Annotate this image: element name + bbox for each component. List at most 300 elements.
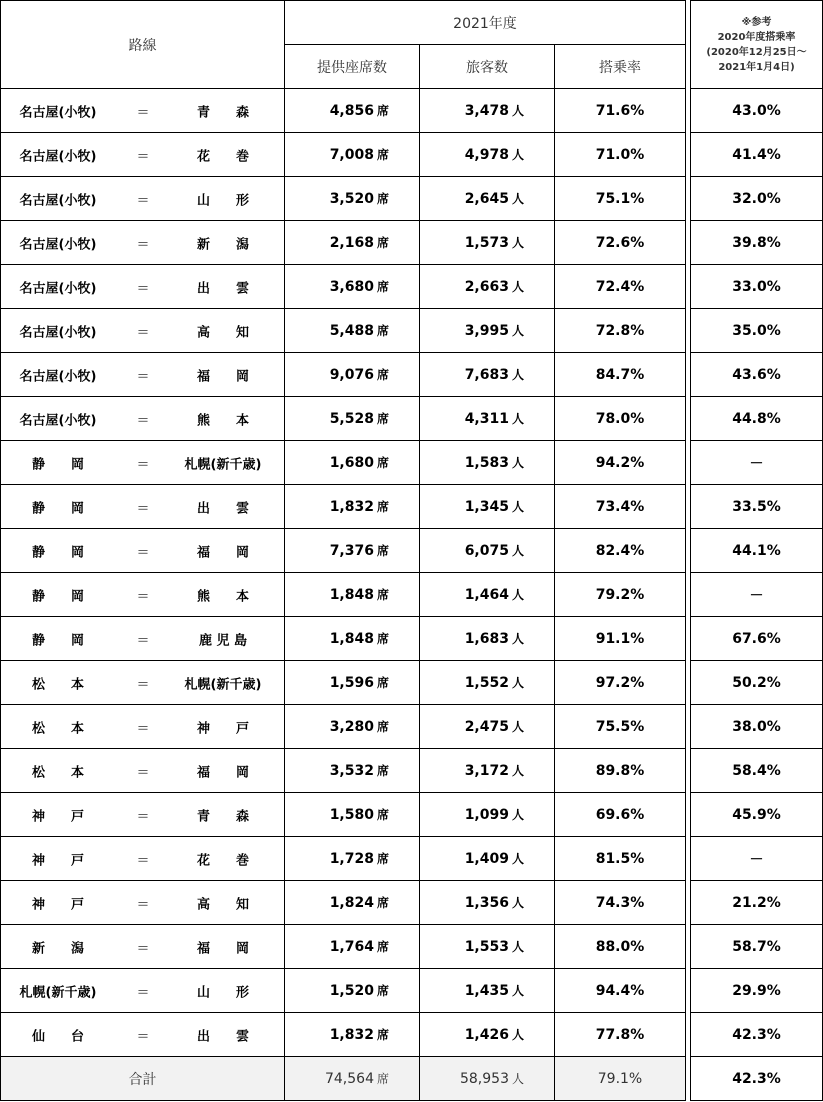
- reference-total-row: [691, 1057, 823, 1101]
- reference-rate-cell: －: [691, 441, 823, 485]
- reference-rate-cell: －: [691, 837, 823, 881]
- reference-period-start: (2020年12月25日～: [706, 46, 807, 58]
- seats-value: 1,596: [329, 675, 374, 691]
- rate-cell: 88.0%: [555, 925, 686, 969]
- rate-cell: 72.8%: [555, 309, 686, 353]
- rate-cell: 75.1%: [555, 177, 686, 221]
- rate-cell: 77.8%: [555, 1013, 686, 1057]
- reference-title: 2020年度搭乗率: [717, 31, 796, 43]
- seats-value: 5,528: [329, 411, 374, 427]
- seat-unit: 席: [376, 280, 389, 294]
- seats-value: 1,832: [329, 499, 374, 515]
- route-cell: [1, 793, 285, 837]
- route-rows: [1, 89, 686, 1101]
- seat-unit: 席: [376, 236, 389, 250]
- route-cell: [1, 133, 285, 177]
- route-cell: [1, 309, 285, 353]
- passengers-value: 7,683: [464, 367, 509, 383]
- seat-unit: 席: [376, 676, 389, 690]
- seat-unit: 席: [376, 324, 389, 338]
- origin-airport: 仙 台: [31, 1029, 84, 1044]
- rate-cell: 75.5%: [555, 705, 686, 749]
- destination-airport: 福 岡: [196, 765, 249, 780]
- reference-rate-cell: 33.0%: [691, 265, 823, 309]
- seats-cell: [285, 573, 420, 617]
- passengers-cell: [420, 177, 555, 221]
- seats-value: 3,520: [329, 191, 374, 207]
- person-unit: 人: [511, 412, 524, 426]
- seats-cell: [285, 617, 420, 661]
- table-row: [1, 617, 686, 661]
- route-cell: [1, 705, 285, 749]
- reference-row: [691, 397, 823, 441]
- reference-row: [691, 309, 823, 353]
- person-unit: 人: [511, 1028, 524, 1042]
- seats-cell: [285, 837, 420, 881]
- passengers-value: 1,573: [464, 235, 509, 251]
- person-unit: 人: [511, 764, 524, 778]
- origin-airport: 松 本: [31, 677, 84, 692]
- origin-airport: 静 岡: [31, 457, 84, 472]
- seats-cell: [285, 265, 420, 309]
- passengers-value: 1,552: [464, 675, 509, 691]
- route-cell: [1, 441, 285, 485]
- route-separator: ＝: [136, 545, 150, 560]
- reference-row: [691, 441, 823, 485]
- origin-airport: 神 戸: [31, 809, 84, 824]
- seats-value: 1,520: [329, 983, 374, 999]
- table-row: [1, 705, 686, 749]
- route-cell: [1, 89, 285, 133]
- total-row: [1, 1057, 686, 1101]
- seat-unit: 席: [376, 148, 389, 162]
- person-unit: 人: [511, 544, 524, 558]
- table-row: [1, 177, 686, 221]
- seat-unit: 席: [376, 896, 389, 910]
- passengers-value: 1,345: [464, 499, 509, 515]
- origin-airport: 名古屋(小牧): [19, 237, 97, 252]
- reference-row: [691, 837, 823, 881]
- person-unit: 人: [511, 368, 524, 382]
- reference-period-end: 2021年1月4日): [718, 61, 795, 73]
- rate-cell: 91.1%: [555, 617, 686, 661]
- table-row: [1, 441, 686, 485]
- rate-cell: 94.4%: [555, 969, 686, 1013]
- passengers-value: 1,426: [464, 1027, 509, 1043]
- destination-airport: 山 形: [196, 985, 249, 1000]
- person-unit: 人: [511, 720, 524, 734]
- route-separator: ＝: [136, 1029, 150, 1044]
- reference-row: [691, 133, 823, 177]
- seats-cell: [285, 881, 420, 925]
- rate-cell: 71.6%: [555, 89, 686, 133]
- seats-cell: [285, 749, 420, 793]
- route-cell: [1, 749, 285, 793]
- origin-airport: 名古屋(小牧): [19, 413, 97, 428]
- passengers-cell: [420, 705, 555, 749]
- reference-rate-cell: 29.9%: [691, 969, 823, 1013]
- person-unit: 人: [511, 808, 524, 822]
- passengers-value: 1,583: [464, 455, 509, 471]
- seats-cell: [285, 705, 420, 749]
- passengers-value: 1,683: [464, 631, 509, 647]
- route-separator: ＝: [136, 237, 150, 252]
- seat-unit: 席: [376, 544, 389, 558]
- seats-cell: [285, 969, 420, 1013]
- origin-airport: 札幌(新千歳): [19, 985, 97, 1000]
- person-unit: 人: [511, 236, 524, 250]
- route-separator: ＝: [136, 809, 150, 824]
- seats-cell: [285, 89, 420, 133]
- person-unit: 人: [511, 852, 524, 866]
- person-unit: 人: [511, 104, 524, 118]
- passengers-value: 1,099: [464, 807, 509, 823]
- total-rate-cell: 79.1%: [555, 1057, 686, 1101]
- passengers-value: 2,663: [464, 279, 509, 295]
- person-unit: 人: [511, 500, 524, 514]
- destination-airport: 福 岡: [196, 369, 249, 384]
- destination-airport: 山 形: [196, 193, 249, 208]
- rate-cell: 97.2%: [555, 661, 686, 705]
- seats-cell: [285, 221, 420, 265]
- route-separator: ＝: [136, 633, 150, 648]
- seat-unit: 席: [376, 500, 389, 514]
- passengers-value: 1,356: [464, 895, 509, 911]
- rate-cell: 74.3%: [555, 881, 686, 925]
- passengers-cell: [420, 353, 555, 397]
- person-unit: 人: [511, 1072, 524, 1086]
- person-unit: 人: [511, 588, 524, 602]
- passengers-cell: [420, 793, 555, 837]
- route-cell: [1, 397, 285, 441]
- destination-airport: 新 潟: [196, 237, 249, 252]
- route-cell: [1, 1013, 285, 1057]
- person-unit: 人: [511, 632, 524, 646]
- destination-airport: 札幌(新千歳): [184, 457, 262, 472]
- table-row: [1, 793, 686, 837]
- seats-value: 1,824: [329, 895, 374, 911]
- reference-rate-cell: 33.5%: [691, 485, 823, 529]
- seats-value: 9,076: [329, 367, 374, 383]
- destination-airport: 花 巻: [196, 853, 249, 868]
- route-cell: [1, 661, 285, 705]
- reference-note: ※参考: [741, 16, 772, 28]
- total-seats-value: 74,564: [324, 1071, 374, 1087]
- seat-unit: 席: [376, 1028, 389, 1042]
- table-row: [1, 485, 686, 529]
- route-cell: [1, 265, 285, 309]
- route-separator: ＝: [136, 985, 150, 1000]
- passengers-cell: [420, 221, 555, 265]
- passengers-cell: [420, 309, 555, 353]
- seats-cell: [285, 133, 420, 177]
- destination-airport: 神 戸: [196, 721, 249, 736]
- route-cell: [1, 529, 285, 573]
- passengers-cell: [420, 661, 555, 705]
- seats-value: 5,488: [329, 323, 374, 339]
- seat-unit: 席: [376, 456, 389, 470]
- table-row: [1, 749, 686, 793]
- passengers-cell: [420, 969, 555, 1013]
- table-row: [1, 1013, 686, 1057]
- passengers-cell: [420, 881, 555, 925]
- seat-unit: 席: [376, 412, 389, 426]
- seats-cell: [285, 397, 420, 441]
- passengers-value: 1,553: [464, 939, 509, 955]
- route-separator: ＝: [136, 281, 150, 296]
- rate-cell: 84.7%: [555, 353, 686, 397]
- reference-row: [691, 969, 823, 1013]
- seats-cell: [285, 661, 420, 705]
- seats-cell: [285, 529, 420, 573]
- destination-airport: 鹿 児 島: [198, 633, 248, 648]
- passengers-value: 4,978: [464, 147, 509, 163]
- passengers-value: 1,409: [464, 851, 509, 867]
- passengers-cell: [420, 133, 555, 177]
- reference-row: [691, 485, 823, 529]
- rate-header: 搭乗率: [555, 45, 686, 89]
- seat-unit: 席: [376, 588, 389, 602]
- seats-value: 1,848: [329, 631, 374, 647]
- rate-cell: 89.8%: [555, 749, 686, 793]
- table-row: [1, 265, 686, 309]
- rate-cell: 82.4%: [555, 529, 686, 573]
- seats-cell: [285, 925, 420, 969]
- seat-unit: 席: [376, 940, 389, 954]
- reference-rate-cell: 58.7%: [691, 925, 823, 969]
- reference-row: [691, 661, 823, 705]
- route-header: 路線: [1, 1, 285, 89]
- year-header: 2021年度: [285, 1, 686, 45]
- reference-row: [691, 1013, 823, 1057]
- reference-rate-cell: －: [691, 573, 823, 617]
- passengers-header: 旅客数: [420, 45, 555, 89]
- reference-rate-cell: 44.1%: [691, 529, 823, 573]
- reference-row: [691, 573, 823, 617]
- passengers-value: 3,478: [464, 103, 509, 119]
- passengers-value: 3,172: [464, 763, 509, 779]
- reference-row: [691, 617, 823, 661]
- reference-row: [691, 705, 823, 749]
- origin-airport: 名古屋(小牧): [19, 369, 97, 384]
- passengers-cell: [420, 89, 555, 133]
- route-separator: ＝: [136, 941, 150, 956]
- seats-cell: [285, 485, 420, 529]
- person-unit: 人: [511, 192, 524, 206]
- seat-unit: 席: [376, 1072, 389, 1086]
- person-unit: 人: [511, 984, 524, 998]
- reference-row: [691, 177, 823, 221]
- destination-airport: 出 雲: [196, 1029, 249, 1044]
- seat-unit: 席: [376, 984, 389, 998]
- passengers-value: 4,311: [464, 411, 509, 427]
- seat-unit: 席: [376, 808, 389, 822]
- reference-rate-cell: 44.8%: [691, 397, 823, 441]
- passengers-cell: [420, 573, 555, 617]
- passengers-cell: [420, 485, 555, 529]
- rate-cell: 71.0%: [555, 133, 686, 177]
- reference-row: [691, 265, 823, 309]
- route-separator: ＝: [136, 193, 150, 208]
- origin-airport: 名古屋(小牧): [19, 325, 97, 340]
- origin-airport: 新 潟: [31, 941, 84, 956]
- origin-airport: 名古屋(小牧): [19, 193, 97, 208]
- destination-airport: 高 知: [196, 325, 249, 340]
- reference-row: [691, 353, 823, 397]
- reference-rate-cell: 39.8%: [691, 221, 823, 265]
- seats-value: 3,532: [329, 763, 374, 779]
- route-cell: [1, 969, 285, 1013]
- seat-unit: 席: [376, 720, 389, 734]
- seats-value: 7,376: [329, 543, 374, 559]
- destination-airport: 出 雲: [196, 501, 249, 516]
- table-row: [1, 221, 686, 265]
- route-separator: ＝: [136, 721, 150, 736]
- passengers-cell: [420, 265, 555, 309]
- destination-airport: 熊 本: [196, 413, 249, 428]
- origin-airport: 神 戸: [31, 853, 84, 868]
- passengers-value: 3,995: [464, 323, 509, 339]
- passengers-cell: [420, 529, 555, 573]
- reference-rate-cell: 58.4%: [691, 749, 823, 793]
- reference-table: [690, 0, 823, 1101]
- seats-value: 4,856: [329, 103, 374, 119]
- route-separator: ＝: [136, 149, 150, 164]
- origin-airport: 名古屋(小牧): [19, 281, 97, 296]
- seats-value: 1,832: [329, 1027, 374, 1043]
- table-row: [1, 133, 686, 177]
- reference-row: [691, 749, 823, 793]
- route-separator: ＝: [136, 501, 150, 516]
- table-row: [1, 397, 686, 441]
- reference-row: [691, 529, 823, 573]
- rate-cell: 81.5%: [555, 837, 686, 881]
- destination-airport: 青 森: [196, 809, 249, 824]
- person-unit: 人: [511, 280, 524, 294]
- destination-airport: 出 雲: [196, 281, 249, 296]
- route-separator: ＝: [136, 457, 150, 472]
- seats-cell: [285, 793, 420, 837]
- table-row: [1, 573, 686, 617]
- seat-unit: 席: [376, 632, 389, 646]
- rate-cell: 79.2%: [555, 573, 686, 617]
- rate-cell: 69.6%: [555, 793, 686, 837]
- reference-rows: [691, 89, 823, 1101]
- reference-rate-cell: 35.0%: [691, 309, 823, 353]
- origin-airport: 松 本: [31, 721, 84, 736]
- passengers-value: 1,435: [464, 983, 509, 999]
- route-separator: ＝: [136, 897, 150, 912]
- route-separator: ＝: [136, 105, 150, 120]
- route-cell: [1, 925, 285, 969]
- route-cell: [1, 485, 285, 529]
- seat-unit: 席: [376, 192, 389, 206]
- person-unit: 人: [511, 896, 524, 910]
- total-seats-cell: [285, 1057, 420, 1101]
- destination-airport: 青 森: [196, 105, 249, 120]
- person-unit: 人: [511, 148, 524, 162]
- reference-row: [691, 925, 823, 969]
- destination-airport: 札幌(新千歳): [184, 677, 262, 692]
- person-unit: 人: [511, 940, 524, 954]
- total-passengers-value: 58,953: [459, 1071, 509, 1087]
- seats-value: 2,168: [329, 235, 374, 251]
- reference-row: [691, 881, 823, 925]
- seats-value: 3,680: [329, 279, 374, 295]
- route-separator: ＝: [136, 369, 150, 384]
- origin-airport: 静 岡: [31, 589, 84, 604]
- reference-rate-cell: 41.4%: [691, 133, 823, 177]
- seats-value: 1,580: [329, 807, 374, 823]
- person-unit: 人: [511, 324, 524, 338]
- route-cell: [1, 617, 285, 661]
- route-cell: [1, 221, 285, 265]
- reference-rate-cell: 50.2%: [691, 661, 823, 705]
- table-row: [1, 529, 686, 573]
- route-separator: ＝: [136, 765, 150, 780]
- passengers-cell: [420, 617, 555, 661]
- passengers-value: 6,075: [464, 543, 509, 559]
- reference-rate-cell: 45.9%: [691, 793, 823, 837]
- passengers-cell: [420, 925, 555, 969]
- route-cell: [1, 353, 285, 397]
- passengers-cell: [420, 397, 555, 441]
- reference-row: [691, 89, 823, 133]
- passengers-value: 1,464: [464, 587, 509, 603]
- reference-row: [691, 793, 823, 837]
- total-label: 合計: [1, 1057, 285, 1101]
- passengers-cell: [420, 837, 555, 881]
- destination-airport: 福 岡: [196, 941, 249, 956]
- reference-rate-cell: 43.0%: [691, 89, 823, 133]
- destination-airport: 熊 本: [196, 589, 249, 604]
- table-row: [1, 661, 686, 705]
- passengers-cell: [420, 441, 555, 485]
- seats-value: 1,728: [329, 851, 374, 867]
- seat-unit: 席: [376, 852, 389, 866]
- route-separator: ＝: [136, 677, 150, 692]
- route-cell: [1, 881, 285, 925]
- destination-airport: 高 知: [196, 897, 249, 912]
- route-cell: [1, 573, 285, 617]
- origin-airport: 静 岡: [31, 501, 84, 516]
- route-separator: ＝: [136, 325, 150, 340]
- table-row: [1, 969, 686, 1013]
- reference-row: [691, 221, 823, 265]
- seats-value: 1,680: [329, 455, 374, 471]
- table-row: [1, 881, 686, 925]
- origin-airport: 松 本: [31, 765, 84, 780]
- destination-airport: 花 巻: [196, 149, 249, 164]
- route-separator: ＝: [136, 589, 150, 604]
- seat-unit: 席: [376, 764, 389, 778]
- rate-cell: 73.4%: [555, 485, 686, 529]
- seats-cell: [285, 309, 420, 353]
- rate-cell: 72.6%: [555, 221, 686, 265]
- table-row: [1, 837, 686, 881]
- person-unit: 人: [511, 456, 524, 470]
- seats-cell: [285, 353, 420, 397]
- seats-header: 提供座席数: [285, 45, 420, 89]
- route-separator: ＝: [136, 413, 150, 428]
- reference-rate-cell: 43.6%: [691, 353, 823, 397]
- reference-total-cell: 42.3%: [691, 1057, 823, 1101]
- origin-airport: 名古屋(小牧): [19, 149, 97, 164]
- seats-value: 3,280: [329, 719, 374, 735]
- reference-rate-cell: 42.3%: [691, 1013, 823, 1057]
- person-unit: 人: [511, 676, 524, 690]
- passengers-value: 2,475: [464, 719, 509, 735]
